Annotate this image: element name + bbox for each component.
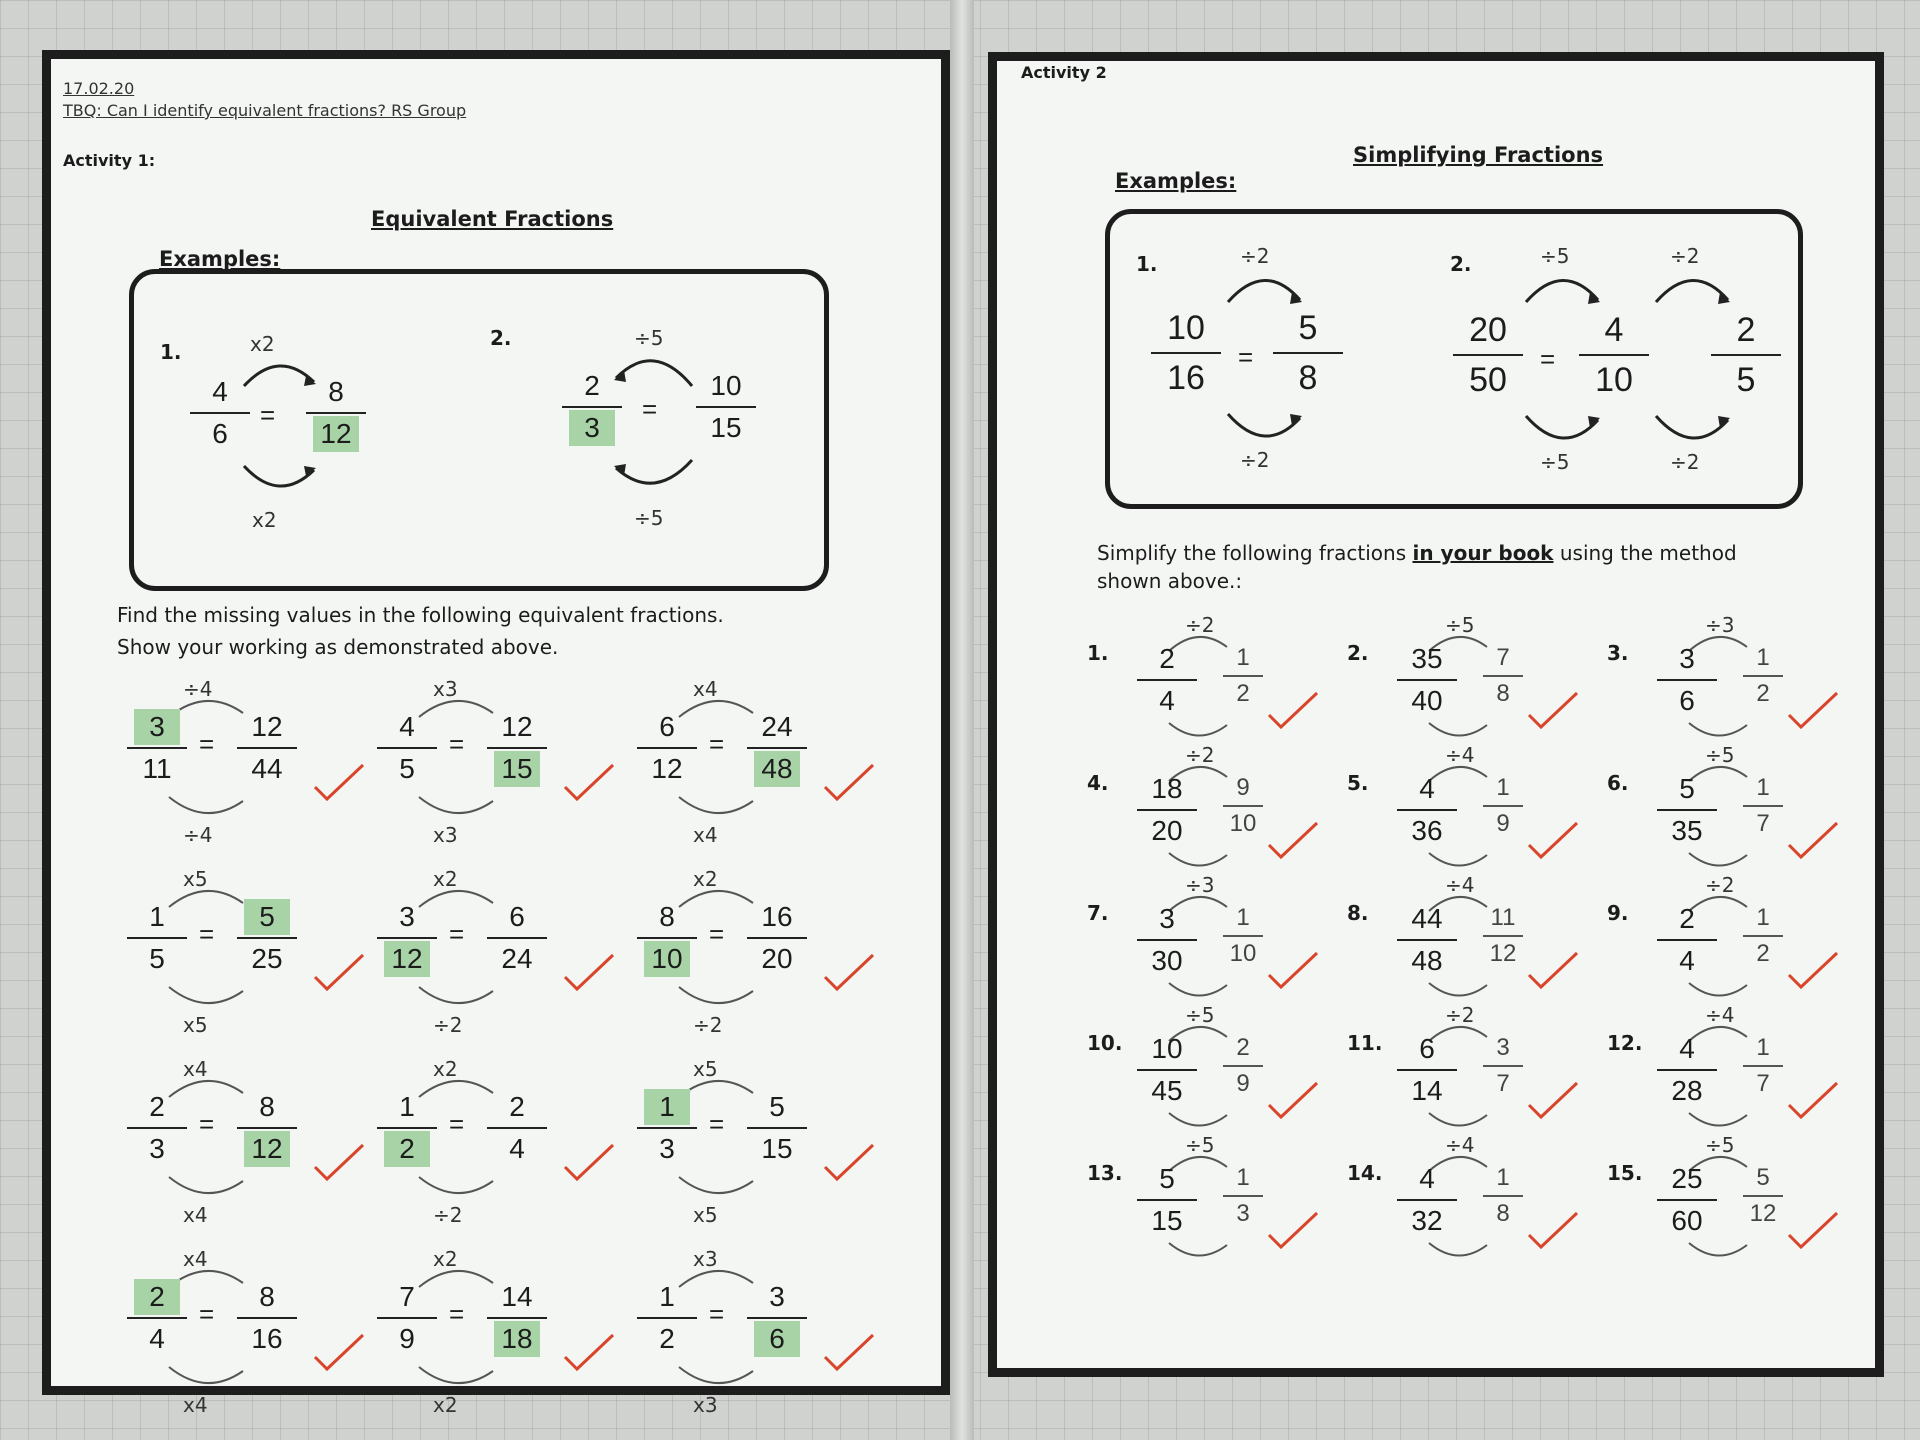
- bottom-arc: [1423, 849, 1493, 873]
- bottom-arc: [1163, 719, 1233, 743]
- fraction: 1 5: [121, 899, 193, 977]
- example-number: 2.: [1450, 252, 1472, 276]
- bottom-arc: [1423, 1109, 1493, 1133]
- example-number: 2.: [490, 326, 512, 350]
- book-gutter: [950, 0, 974, 1440]
- equals-sign: =: [642, 394, 658, 424]
- fraction: 1 2: [371, 1089, 443, 1167]
- top-operation: ÷2: [1445, 1003, 1475, 1027]
- top-operation: ÷5: [1185, 1133, 1215, 1157]
- top-operation: ÷5: [1445, 613, 1475, 637]
- date: 17.02.20: [63, 79, 135, 98]
- top-arc: [1648, 268, 1738, 312]
- top-operation: ÷4: [1445, 873, 1475, 897]
- question-number: 1.: [1087, 641, 1109, 665]
- question-number: 7.: [1087, 901, 1109, 925]
- bottom-arc: [161, 1363, 251, 1393]
- bottom-arc: [1683, 1239, 1753, 1263]
- top-operation: ÷2: [1705, 873, 1735, 897]
- equals-sign: =: [709, 729, 725, 759]
- check-mark-icon: [311, 951, 367, 993]
- top-operation: ÷5: [1185, 1003, 1215, 1027]
- fraction: 24 48: [741, 709, 813, 787]
- answer-fraction: 1 9: [1475, 773, 1531, 839]
- examples-box: [129, 269, 829, 591]
- equals-sign: =: [449, 1299, 465, 1329]
- bottom-arc: [411, 793, 501, 823]
- question-number: 12.: [1607, 1031, 1643, 1055]
- check-mark-icon: [561, 1141, 617, 1183]
- check-mark-icon: [561, 761, 617, 803]
- top-operation: ÷5: [1540, 244, 1570, 268]
- top-operation: ÷4: [1445, 1133, 1475, 1157]
- fraction: 35 40: [1391, 641, 1463, 719]
- check-mark-icon: [821, 761, 877, 803]
- fraction: 25 60: [1651, 1161, 1723, 1239]
- instruction-line-1: Simplify the following fractions in your book using the method: [1097, 541, 1737, 565]
- check-mark-icon: [1785, 1209, 1841, 1251]
- bottom-operation: ÷2: [433, 1203, 463, 1227]
- bottom-arc: [1683, 849, 1753, 873]
- fraction: 12 44: [231, 709, 303, 787]
- fraction: 18 20: [1131, 771, 1203, 849]
- fraction: 8 10: [631, 899, 703, 977]
- answer-fraction: 9 10: [1215, 773, 1271, 839]
- top-operation: x3: [433, 677, 458, 701]
- answer-fraction: 1 2: [1735, 903, 1791, 969]
- bottom-operation: x5: [693, 1203, 718, 1227]
- bottom-operation: ÷5: [1540, 450, 1570, 474]
- fraction: 7 9: [371, 1279, 443, 1357]
- check-mark-icon: [311, 1141, 367, 1183]
- fraction: 3 6: [741, 1279, 813, 1357]
- check-mark-icon: [1525, 1209, 1581, 1251]
- bottom-arc: [1648, 410, 1738, 454]
- top-operation: ÷5: [1705, 1133, 1735, 1157]
- fraction: 2 4: [1131, 641, 1203, 719]
- question-number: 14.: [1347, 1161, 1383, 1185]
- bottom-arc: [1683, 979, 1753, 1003]
- fraction: 44 48: [1391, 901, 1463, 979]
- fraction: 14 18: [481, 1279, 553, 1357]
- fraction: 10 16: [1146, 306, 1226, 400]
- answer-fraction: 5 12: [1735, 1163, 1791, 1229]
- check-mark-icon: [311, 1331, 367, 1373]
- answer-fraction: 7 8: [1475, 643, 1531, 709]
- equals-sign: =: [199, 919, 215, 949]
- bottom-arc: [411, 983, 501, 1013]
- fraction: 10 45: [1131, 1031, 1203, 1109]
- bottom-arc: [1163, 1109, 1233, 1133]
- top-operation: ÷5: [1705, 743, 1735, 767]
- top-operation: x3: [693, 1247, 718, 1271]
- bottom-operation: x4: [183, 1393, 208, 1417]
- check-mark-icon: [821, 951, 877, 993]
- equals-sign: =: [449, 729, 465, 759]
- question-number: 3.: [1607, 641, 1629, 665]
- top-operation: x4: [183, 1057, 208, 1081]
- examples-label: Examples:: [159, 247, 281, 271]
- equals-sign: =: [449, 919, 465, 949]
- bottom-arc: [604, 454, 704, 498]
- fraction: 4 32: [1391, 1161, 1463, 1239]
- fraction: 3 30: [1131, 901, 1203, 979]
- bottom-operation: x5: [183, 1013, 208, 1037]
- fraction: 2 4: [481, 1089, 553, 1167]
- activity-label: Activity 2: [1021, 63, 1107, 82]
- bottom-operation: ÷4: [183, 823, 213, 847]
- equals-sign: =: [260, 400, 276, 430]
- bottom-arc: [411, 1363, 501, 1393]
- equals-sign: =: [709, 1109, 725, 1139]
- instruction-line-1: Find the missing values in the following equivalent fractions.: [117, 603, 724, 627]
- top-operation: ÷4: [183, 677, 213, 701]
- question-number: 9.: [1607, 901, 1629, 925]
- question-number: 6.: [1607, 771, 1629, 795]
- equals-sign: =: [1238, 342, 1254, 372]
- fraction: 5 25: [231, 899, 303, 977]
- bottom-operation: x2: [252, 508, 277, 532]
- top-operation: x4: [183, 1247, 208, 1271]
- answer-fraction: 1 3: [1215, 1163, 1271, 1229]
- equals-sign: =: [449, 1109, 465, 1139]
- fraction: 12 15: [481, 709, 553, 787]
- fraction: 4 36: [1391, 771, 1463, 849]
- fraction: 4 5: [371, 709, 443, 787]
- bottom-arc: [1518, 410, 1608, 454]
- bottom-arc: [1423, 719, 1493, 743]
- answer-fraction: 1 2: [1215, 643, 1271, 709]
- equals-sign: =: [709, 919, 725, 949]
- top-operation: x4: [693, 677, 718, 701]
- bottom-arc: [671, 793, 761, 823]
- top-operation: ÷2: [1240, 244, 1270, 268]
- top-operation: x2: [433, 867, 458, 891]
- worksheet-activity-2: [988, 52, 1884, 1377]
- examples-box: [1105, 209, 1803, 509]
- equals-sign: =: [199, 1299, 215, 1329]
- question-number: 4.: [1087, 771, 1109, 795]
- worksheet-activity-1: [42, 50, 950, 1417]
- example-number: 1.: [160, 340, 182, 364]
- fraction: 20 50: [1448, 308, 1528, 402]
- question-number: 13.: [1087, 1161, 1123, 1185]
- top-operation: x2: [433, 1247, 458, 1271]
- top-operation: ÷2: [1670, 244, 1700, 268]
- bottom-operation: ÷2: [693, 1013, 723, 1037]
- instruction-emphasis: in your book: [1412, 541, 1554, 565]
- activity-label: Activity 1:: [63, 151, 156, 170]
- answer-fraction: 3 7: [1475, 1033, 1531, 1099]
- answer-fraction: 1 10: [1215, 903, 1271, 969]
- page-title: Equivalent Fractions: [371, 207, 614, 231]
- answer-fraction: 1 7: [1735, 773, 1791, 839]
- top-operation: ÷3: [1705, 613, 1735, 637]
- top-operation: x2: [693, 867, 718, 891]
- bottom-operation: x4: [693, 823, 718, 847]
- fraction: 2 3: [121, 1089, 193, 1167]
- fraction: 1 2: [631, 1279, 703, 1357]
- page-title: Simplifying Fractions: [1353, 143, 1604, 167]
- top-operation: ÷5: [634, 326, 664, 350]
- fraction: 5 15: [1131, 1161, 1203, 1239]
- check-mark-icon: [1525, 689, 1581, 731]
- check-mark-icon: [821, 1331, 877, 1373]
- fraction: 8 16: [231, 1279, 303, 1357]
- bottom-arc: [1163, 1239, 1233, 1263]
- bottom-operation: ÷2: [1240, 448, 1270, 472]
- fraction: 8 12: [231, 1089, 303, 1167]
- bottom-operation: ÷2: [433, 1013, 463, 1037]
- answer-fraction: 1 2: [1735, 643, 1791, 709]
- question-number: 11.: [1347, 1031, 1383, 1055]
- equals-sign: =: [1540, 344, 1556, 374]
- bottom-arc: [411, 1173, 501, 1203]
- bottom-arc: [1683, 719, 1753, 743]
- bottom-operation: ÷2: [1670, 450, 1700, 474]
- instruction-line-2: shown above.:: [1097, 569, 1243, 593]
- fraction: 4 28: [1651, 1031, 1723, 1109]
- equals-sign: =: [199, 729, 215, 759]
- bottom-arc: [671, 1173, 761, 1203]
- top-operation: ÷3: [1185, 873, 1215, 897]
- check-mark-icon: [561, 951, 617, 993]
- bottom-arc: [671, 1363, 761, 1393]
- check-mark-icon: [1785, 819, 1841, 861]
- top-arc: [1518, 268, 1608, 312]
- bottom-arc: [161, 793, 251, 823]
- example-number: 1.: [1136, 252, 1158, 276]
- top-operation: ÷2: [1185, 743, 1215, 767]
- check-mark-icon: [1265, 1079, 1321, 1121]
- bottom-arc: [1163, 849, 1233, 873]
- check-mark-icon: [1265, 689, 1321, 731]
- bottom-arc: [1683, 1109, 1753, 1133]
- top-operation: ÷2: [1185, 613, 1215, 637]
- top-operation: x5: [693, 1057, 718, 1081]
- fraction: 6 14: [1391, 1031, 1463, 1109]
- bottom-arc: [234, 460, 324, 500]
- bottom-arc: [161, 983, 251, 1013]
- question-number: 10.: [1087, 1031, 1123, 1055]
- bottom-arc: [161, 1173, 251, 1203]
- check-mark-icon: [1265, 1209, 1321, 1251]
- fraction: 2 3: [556, 368, 628, 446]
- bottom-arc: [1423, 979, 1493, 1003]
- equals-sign: =: [199, 1109, 215, 1139]
- check-mark-icon: [1785, 689, 1841, 731]
- fraction: 5 8: [1268, 306, 1348, 400]
- fraction: 1 3: [631, 1089, 703, 1167]
- fraction: 2 4: [1651, 901, 1723, 979]
- fraction: 6 12: [631, 709, 703, 787]
- answer-fraction: 11 12: [1475, 903, 1531, 969]
- bottom-operation: x4: [183, 1203, 208, 1227]
- check-mark-icon: [1785, 1079, 1841, 1121]
- check-mark-icon: [1525, 1079, 1581, 1121]
- bottom-arc: [1163, 979, 1233, 1003]
- bottom-operation: x2: [433, 1393, 458, 1417]
- fraction: 6 24: [481, 899, 553, 977]
- check-mark-icon: [1265, 819, 1321, 861]
- check-mark-icon: [1525, 949, 1581, 991]
- bottom-operation: ÷5: [634, 506, 664, 530]
- lesson-question: TBQ: Can I identify equivalent fractions? RS Group: [63, 101, 467, 120]
- fraction: 3 6: [1651, 641, 1723, 719]
- top-operation: ÷4: [1705, 1003, 1735, 1027]
- check-mark-icon: [1265, 949, 1321, 991]
- bottom-arc: [1220, 408, 1310, 452]
- bottom-arc: [671, 983, 761, 1013]
- check-mark-icon: [1785, 949, 1841, 991]
- fraction: 16 20: [741, 899, 813, 977]
- top-operation: x5: [183, 867, 208, 891]
- bottom-operation: x3: [433, 823, 458, 847]
- check-mark-icon: [311, 761, 367, 803]
- question-number: 8.: [1347, 901, 1369, 925]
- check-mark-icon: [821, 1141, 877, 1183]
- fraction: 2 5: [1706, 308, 1786, 402]
- fraction: 10 15: [690, 368, 762, 446]
- answer-fraction: 1 8: [1475, 1163, 1531, 1229]
- fraction: 8 12: [300, 374, 372, 452]
- fraction: 5 35: [1651, 771, 1723, 849]
- question-number: 15.: [1607, 1161, 1643, 1185]
- check-mark-icon: [1525, 819, 1581, 861]
- equals-sign: =: [709, 1299, 725, 1329]
- top-operation: ÷4: [1445, 743, 1475, 767]
- examples-label: Examples:: [1115, 169, 1237, 193]
- question-number: 2.: [1347, 641, 1369, 665]
- instruction-line-2: Show your working as demonstrated above.: [117, 635, 559, 659]
- bottom-operation: x3: [693, 1393, 718, 1417]
- top-operation: x2: [433, 1057, 458, 1081]
- fraction: 3 11: [121, 709, 193, 787]
- fraction: 4 10: [1574, 308, 1654, 402]
- check-mark-icon: [561, 1331, 617, 1373]
- answer-fraction: 2 9: [1215, 1033, 1271, 1099]
- bottom-arc: [1423, 1239, 1493, 1263]
- top-operation: x2: [250, 332, 275, 356]
- fraction: 5 15: [741, 1089, 813, 1167]
- answer-fraction: 1 7: [1735, 1033, 1791, 1099]
- question-number: 5.: [1347, 771, 1369, 795]
- fraction: 2 4: [121, 1279, 193, 1357]
- fraction: 4 6: [184, 374, 256, 452]
- fraction: 3 12: [371, 899, 443, 977]
